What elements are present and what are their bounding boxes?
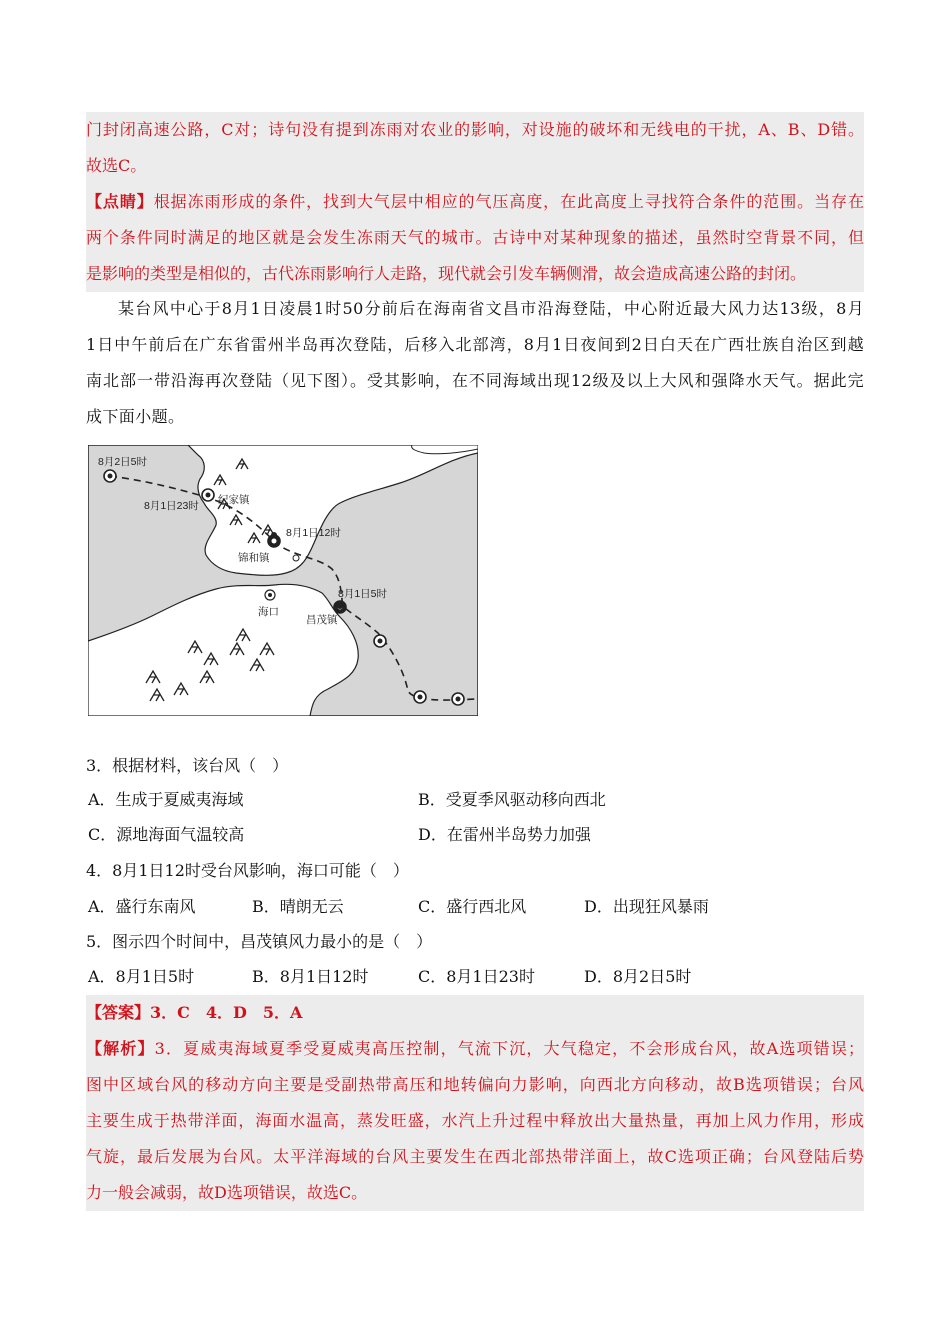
material-line: 1日中午前后在广东省雷州半岛再次登陆，后移入北部湾，8月1日夜间到2日白天在广西壮族自治区到越 xyxy=(86,335,864,354)
analysis-line: 气旋，最后发展为台风。太平洋海域的台风主要发生在西北部热带洋面上，故C选项正确；台风登陆后势 xyxy=(86,1147,864,1166)
track-small-circle xyxy=(293,555,299,561)
answer-label: 【答案】 xyxy=(86,1003,151,1022)
material-line: 某台风中心于8月1日凌晨1时50分前后在海南省文昌市沿海登陆，中心附近最大风力达13级，8月 xyxy=(118,299,864,318)
label-aug1-23h: 8月1日23时 xyxy=(144,500,199,512)
question-3-option-c: C．源地海面气温较高 xyxy=(88,825,245,844)
analysis-text: 3．夏威夷海域夏季受夏威夷高压控制，气流下沉，大气稳定，不会形成台风，故A选项错误； xyxy=(154,1039,864,1058)
label-jinhezhen: 锦和镇 xyxy=(238,552,270,564)
question-4-option-b: B．晴朗无云 xyxy=(252,897,344,916)
label-aug2-5h: 8月2日5时 xyxy=(98,456,148,468)
typhoon-symbol-icon xyxy=(104,470,116,482)
question-3-option-d: D．在雷州半岛势力加强 xyxy=(418,825,591,844)
typhoon-symbol-icon xyxy=(452,693,464,705)
analysis-line: 故选C。 xyxy=(86,156,147,175)
analysis-block xyxy=(86,1031,864,1211)
haikou-marker-icon xyxy=(265,590,275,600)
dianjing-text: 根据冻雨形成的条件，找到大气层中相应的气压高度，在此高度上寻找符合条件的范围。当存在 xyxy=(153,192,864,211)
question-5-option-d: D．8月2日5时 xyxy=(584,967,692,986)
question-3-option-b: B．受夏季风驱动移向西北 xyxy=(418,790,606,809)
question-5-option-c: C．8月1日23时 xyxy=(418,967,535,986)
dianjing-label: 【点睛】 xyxy=(86,192,154,211)
question-3-stem: 3．根据材料，该台风（ ） xyxy=(86,756,289,775)
label-aug1-12h: 8月1日12时 xyxy=(286,527,341,539)
material-line: 南北部一带沿海再次登陆（见下图）。受其影响，在不同海域出现12级及以上大风和强降水天气。据此完 xyxy=(86,371,864,390)
label-changmaozhen: 昌茂镇 xyxy=(306,614,338,626)
question-4-option-c: C．盛行西北风 xyxy=(418,897,527,916)
analysis-line: 主要生成于热带洋面，海面水温高，蒸发旺盛，水汽上升过程中释放出大量热量，再加上风力作用，形成 xyxy=(86,1111,864,1130)
analysis-line: 图中区域台风的移动方向主要是受副热带高压和地转偏向力影响，向西北方向移动，故B选项错误；台风 xyxy=(86,1075,864,1094)
label-jijiazhen: 纪家镇 xyxy=(218,494,250,506)
question-5-option-b: B．8月1日12时 xyxy=(252,967,369,986)
dianjing-line: 两个条件同时满足的地区就是会发生冻雨天气的城市。古诗中对某种现象的描述，虽然时空背景不同，但 xyxy=(86,228,864,247)
analysis-line xyxy=(86,1031,864,1067)
typhoon-symbol-icon xyxy=(202,489,214,501)
typhoon-symbol-icon xyxy=(374,635,386,647)
material-line: 成下面小题。 xyxy=(86,407,185,426)
question-4-stem: 4．8月1日12时受台风影响，海口可能（ ） xyxy=(86,861,409,880)
question-5-option-a: A．8月1日5时 xyxy=(88,967,195,986)
material-paragraph xyxy=(86,291,864,435)
changmaozhen-marker xyxy=(337,603,343,609)
dianjing-block xyxy=(86,184,864,292)
answer-text: 3．C 4．D 5．A xyxy=(150,1003,303,1022)
jinhezhen-marker xyxy=(271,532,277,538)
question-3-option-a: A．生成于夏威夷海域 xyxy=(88,790,244,809)
analysis-label: 【解析】 xyxy=(86,1039,155,1058)
dianjing-line xyxy=(86,184,864,220)
analysis-line: 力一般会减弱，故D选项错误，故选C。 xyxy=(86,1183,368,1202)
answer-line xyxy=(86,995,864,1031)
question-4-option-d: D．出现狂风暴雨 xyxy=(584,897,709,916)
question-5-stem: 5．图示四个时间中，昌茂镇风力最小的是（ ） xyxy=(86,932,433,951)
analysis-line: 门封闭高速公路，C对；诗句没有提到冻雨对农业的影响，对设施的破坏和无线电的干扰，A、B、D错。 xyxy=(86,120,864,139)
answer-block xyxy=(86,995,864,1031)
dianjing-line: 是影响的类型是相似的，古代冻雨影响行人走路，现代就会引发车辆侧滑，故会造成高速公路的封闭。 xyxy=(86,264,807,283)
typhoon-symbol-icon xyxy=(414,691,426,703)
label-haikou: 海口 xyxy=(258,606,279,618)
label-aug1-5h: 8月1日5时 xyxy=(338,588,388,600)
question-4-option-a: A．盛行东南风 xyxy=(88,897,196,916)
typhoon-track-map xyxy=(88,445,478,716)
previous-analysis-block xyxy=(86,112,864,184)
